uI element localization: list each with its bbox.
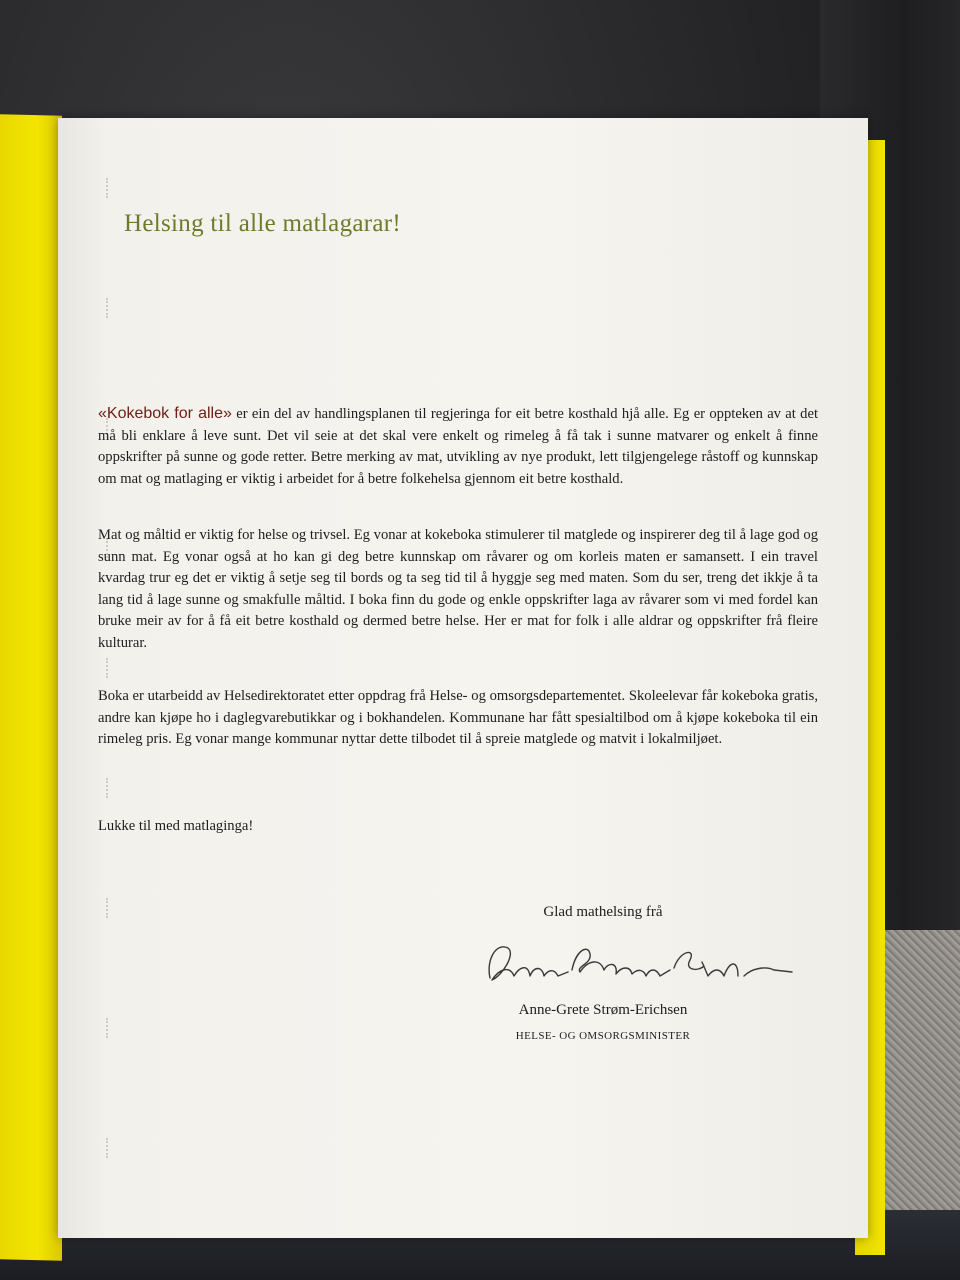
- signer-role: HELSE- OG OMSORGSMINISTER: [515, 1030, 691, 1042]
- book-title: «Kokebok for alle»: [98, 405, 232, 422]
- paragraph-food-and-meals: Mat og måltid er viktig for helse og trivsel. Eg vonar at kokeboka stimulerer til matglede og inspirerer deg til å lage god og sunn mat. Eg vonar også at ho kan gi deg betre kunnskap om råvarer og om korleis maten er samansett. I ein travel kvardag trur eg det er viktig å setje seg til bords og ta seg tid til å hyggje seg med maten. Som du ser, treng det ikkje å ta lang tid å lage sunne og smakfulle måltid. I boka finn du gode og enkle oppskrifter laga av råvarer som vi med fordel kan bruke meir av for å få eit betre kosthald og dermed betre helse. Her er mat for folk i alle aldrar og oppskrifter frå fleire kulturar.: [98, 527, 818, 651]
- closing-line: Lukke til med matlaginga!: [98, 818, 254, 834]
- signer-name: Anne-Grete Strøm-Erichsen: [518, 1002, 688, 1018]
- book-cover-left: [0, 114, 62, 1261]
- binding-stitch: [106, 778, 114, 798]
- greeting-line: Glad mathelsing frå: [543, 904, 663, 920]
- binding-stitch: [106, 298, 114, 318]
- binding-stitch: [106, 898, 114, 918]
- book-page: [58, 118, 868, 1238]
- paragraph-book-distribution: Boka er utarbeidd av Helsedirektoratet etter oppdrag frå Helse- og omsorgsdepartementet. Skoleelevar får kokeboka gratis, andre kan kjøpe ho i daglegvarebutikkar og i bokhandelen. Kommunane har fått spesialtilbod om å kjøpe kokeboka til ein rimeleg pris. Eg vonar mange kommunar nyttar dette tilbodet til å spreie matglede og matvit i lokalmiljøet.: [98, 688, 818, 747]
- binding-stitch: [106, 1138, 114, 1158]
- binding-stitch: [106, 1018, 114, 1038]
- paragraph-intro-text: er ein del av handlingsplanen til regjeringa for eit betre kosthald hjå alle. Eg er oppteken av at det må bli enklare å leve sunt. Det vil seie at det skal vere enkelt og rimeleg å få tak i sunne matvarer og enkelt å finne oppskrifter på sunne og gode retter. Betre merking av mat, utvikling av nye produkt, lett tilgjengelege råstoff og kunnskap om mat og matlaging er viktig i arbeidet for å betre folkehelsa gjennom eit betre kosthald.: [98, 406, 819, 487]
- binding-stitch: [106, 178, 114, 198]
- handwritten-signature: [476, 920, 796, 1000]
- binding-stitch: [106, 658, 114, 678]
- page-title: Helsing til alle matlagarar!: [124, 210, 402, 237]
- paragraph-intro: [98, 403, 818, 490]
